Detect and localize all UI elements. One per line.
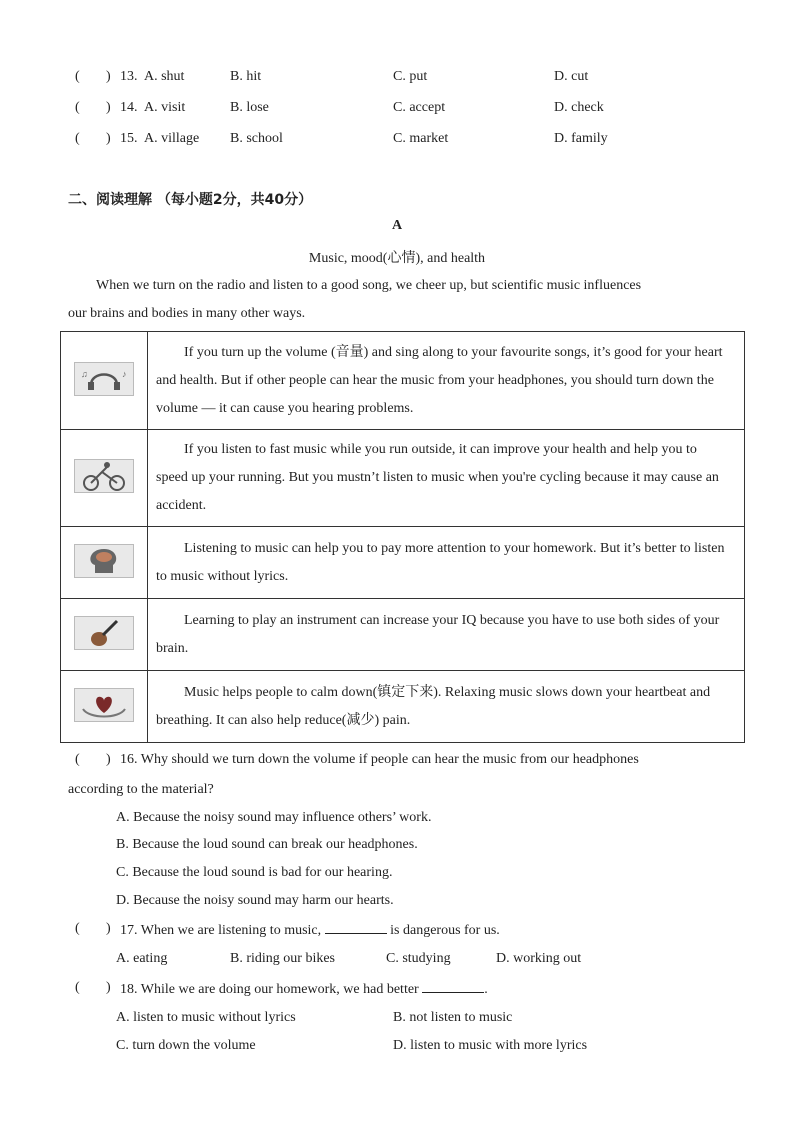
q16-option-a: A. Because the noisy sound may influence others’ work. [116, 810, 432, 825]
q17-stem-pre: 17. When we are listening to music, [120, 923, 322, 938]
q16-option-b: B. Because the loud sound can break our headphones. [116, 837, 418, 852]
q16-option-c: C. Because the loud sound is bad for our hearing. [116, 865, 393, 880]
material-text: Music helps people to calm down(镇定下来). Relaxing music slows down your heartbeat and breathing. It can also help reduce(减少) pain. [156, 684, 711, 728]
material-row [61, 599, 745, 671]
answer-paren-close: ) [106, 752, 111, 767]
q18-option-b: B. not listen to music [393, 1010, 513, 1025]
passage-intro-line2: our brains and bodies in many other ways. [68, 306, 306, 321]
q15-option-a: A. village [144, 131, 200, 146]
answer-paren-close: ) [106, 69, 111, 84]
q17-stem-post: is dangerous for us. [390, 923, 500, 938]
q18-stem-pre: 18. While we are doing our homework, we had better [120, 982, 419, 997]
q16-option-d: D. Because the noisy sound may harm our hearts. [116, 893, 394, 908]
q13-option-c: C. put [393, 69, 428, 84]
svg-text:♪: ♪ [122, 368, 127, 379]
answer-paren-open: ( [75, 100, 80, 115]
q18-stem-post: . [484, 982, 488, 997]
q14-option-d: D. check [554, 100, 604, 115]
material-text: Learning to play an instrument can increase your IQ because you have to use both sides of your brain. [156, 612, 720, 656]
answer-paren-open: ( [75, 921, 80, 936]
q13-option-a: A. shut [144, 69, 185, 84]
q18-stem [120, 980, 488, 998]
q14-option-b: B. lose [230, 100, 269, 115]
svg-text:♫: ♫ [81, 368, 88, 379]
q13-number: 13. [120, 69, 138, 84]
q14-option-a: A. visit [144, 100, 186, 115]
passage-letter: A [391, 218, 403, 233]
answer-paren-close: ) [106, 131, 111, 146]
q17-option-d: D. working out [496, 951, 582, 966]
heart-hands-icon [74, 688, 134, 722]
q17-stem [120, 921, 500, 939]
material-row [61, 527, 745, 599]
q13-option-d: D. cut [554, 69, 589, 84]
section-title: 二、阅读理解 （每小题2分，共40分） [68, 192, 313, 208]
q17-option-b: B. riding our bikes [230, 951, 335, 966]
q18-blank [422, 980, 484, 993]
material-text: If you turn up the volume (音量) and sing along to your favourite songs, it’s good for your heart and health. But if other people can hear the music from your headphones, you should turn down the volume — it can cause you hearing problems. [156, 344, 723, 416]
answer-paren-open: ( [75, 131, 80, 146]
cyclist-icon [74, 459, 134, 493]
q15-option-c: C. market [393, 131, 449, 146]
answer-paren-open: ( [75, 752, 80, 767]
material-text: Listening to music can help you to pay more attention to your homework. But it’s better to listen to music without lyrics. [156, 540, 725, 584]
answer-paren-close: ) [106, 100, 111, 115]
q17-option-a: A. eating [116, 951, 168, 966]
answer-paren-close: ) [106, 980, 111, 995]
q14-option-c: C. accept [393, 100, 446, 115]
q18-option-a: A. listen to music without lyrics [116, 1010, 296, 1025]
q15-number: 15. [120, 131, 138, 146]
headphones-icon [74, 362, 134, 396]
q15-option-b: B. school [230, 131, 283, 146]
passage-title: Music, mood(心情), and health [308, 251, 486, 266]
head-brain-icon [74, 544, 134, 578]
answer-paren-open: ( [75, 980, 80, 995]
q18-option-d: D. listen to music with more lyrics [393, 1038, 588, 1053]
material-row [61, 430, 745, 527]
answer-paren-close: ) [106, 921, 111, 936]
material-text: If you listen to fast music while you run outside, it can improve your health and help you to speed up your running. But you mustn’t listen to music when you're cycling because it may cause an accident. [156, 442, 719, 513]
q17-blank [325, 921, 387, 934]
material-row [61, 671, 745, 743]
answer-paren-open: ( [75, 69, 80, 84]
q17-option-c: C. studying [386, 951, 451, 966]
q16-stem-line2: according to the material? [68, 782, 214, 797]
q14-number: 14. [120, 100, 138, 115]
q18-option-c: C. turn down the volume [116, 1038, 256, 1053]
q15-option-d: D. family [554, 131, 608, 146]
material-row [61, 332, 745, 430]
guitar-icon [74, 616, 134, 650]
passage-intro-line1: When we turn on the radio and listen to a good song, we cheer up, but scientific music influences [96, 278, 642, 293]
material-table [60, 331, 745, 743]
q16-stem-line1: 16. Why should we turn down the volume if people can hear the music from our headphones [120, 752, 639, 767]
q13-option-b: B. hit [230, 69, 262, 84]
